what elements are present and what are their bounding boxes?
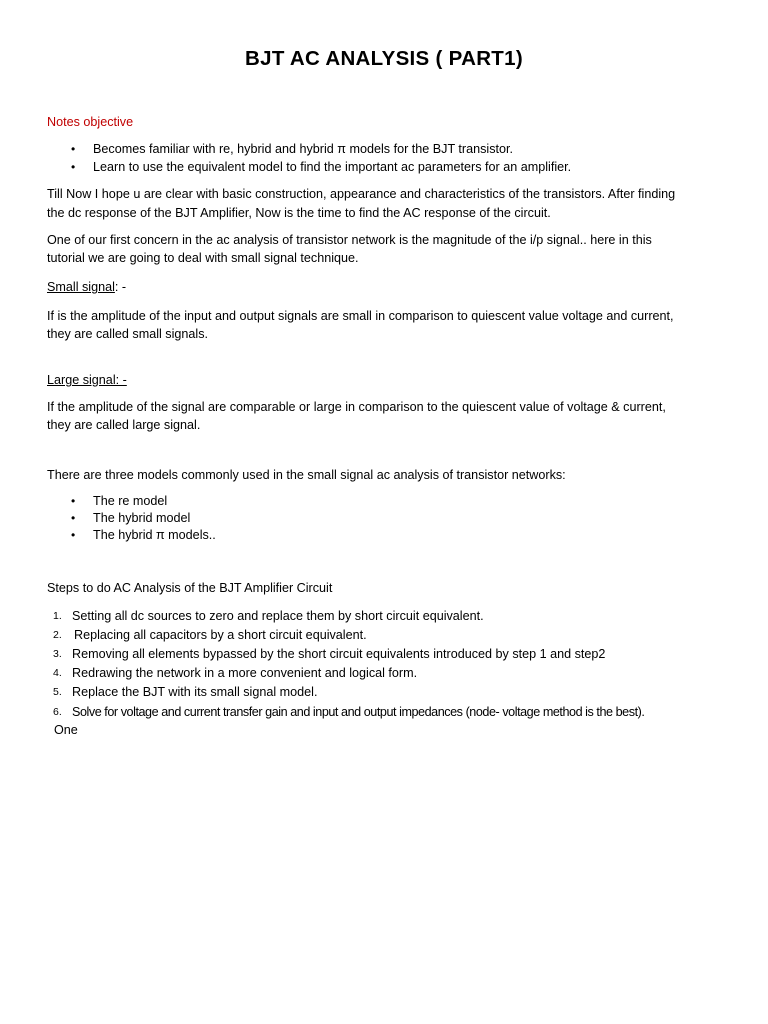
page-title: BJT AC ANALYSIS ( PART1) bbox=[245, 47, 523, 70]
paragraph-line: they are called large signal. bbox=[47, 418, 201, 432]
models-intro: There are three models commonly used in the small signal ac analysis of transistor networks: bbox=[47, 468, 566, 482]
step-number: 1. bbox=[53, 610, 62, 622]
paragraph-line: If the amplitude of the signal are comparable or large in comparison to the quiescent value of voltage & current, bbox=[47, 400, 666, 414]
notes-objective-heading: Notes objective bbox=[47, 115, 134, 129]
step-number: 6. bbox=[53, 706, 62, 718]
bullet-icon: • bbox=[71, 528, 76, 542]
bullet-icon: • bbox=[71, 511, 76, 525]
large-signal-heading: Large signal: - bbox=[47, 373, 127, 387]
small-signal-heading-suffix: : - bbox=[114, 280, 127, 294]
model-item: The hybrid model bbox=[93, 511, 191, 525]
step-number: 4. bbox=[53, 667, 62, 679]
bullet-icon: • bbox=[71, 160, 76, 174]
step-item: Redrawing the network in a more convenient and logical form. bbox=[72, 666, 418, 680]
paragraph-line: If is the amplitude of the input and output signals are small in comparison to quiescent value voltage and current, bbox=[47, 309, 674, 323]
paragraph-line: Till Now I hope u are clear with basic construction, appearance and characteristics of the transistors. After finding bbox=[47, 187, 676, 201]
step-item: Solve for voltage and current transfer gain and input and output impedances (node- voltage method is the best). bbox=[72, 705, 645, 719]
paragraph-line: the dc response of the BJT Amplifier, Now is the time to find the AC response of the circuit. bbox=[47, 206, 551, 220]
paragraph-line: One of our first concern in the ac analysis of transistor network is the magnitude of the i/p signal.. here in this bbox=[47, 233, 652, 247]
model-item: The re model bbox=[93, 494, 168, 508]
steps-heading: Steps to do AC Analysis of the BJT Amplifier Circuit bbox=[47, 581, 333, 595]
model-item: The hybrid π models.. bbox=[93, 528, 216, 542]
step-item: Replace the BJT with its small signal model. bbox=[72, 685, 318, 699]
step-item: Setting all dc sources to zero and replace them by short circuit equivalent. bbox=[72, 609, 484, 623]
step-number: 3. bbox=[53, 648, 62, 660]
bullet-icon: • bbox=[71, 494, 76, 508]
paragraph-line: they are called small signals. bbox=[47, 327, 208, 341]
small-signal-heading-text: Small signal bbox=[47, 280, 115, 294]
bullet-icon: • bbox=[71, 142, 76, 156]
small-signal-heading bbox=[47, 278, 126, 296]
objective-item: Becomes familiar with re, hybrid and hybrid π models for the BJT transistor. bbox=[93, 142, 514, 156]
step-number: 5. bbox=[53, 686, 62, 698]
step-number: 2. bbox=[53, 629, 62, 641]
step-item: Removing all elements bypassed by the short circuit equivalents introduced by step 1 and step2 bbox=[72, 647, 606, 661]
trailing-text: One bbox=[54, 723, 78, 737]
objective-item: Learn to use the equivalent model to find the important ac parameters for an amplifier. bbox=[93, 160, 572, 174]
step-item: Replacing all capacitors by a short circuit equivalent. bbox=[74, 628, 367, 642]
paragraph-line: tutorial we are going to deal with small signal technique. bbox=[47, 251, 359, 265]
